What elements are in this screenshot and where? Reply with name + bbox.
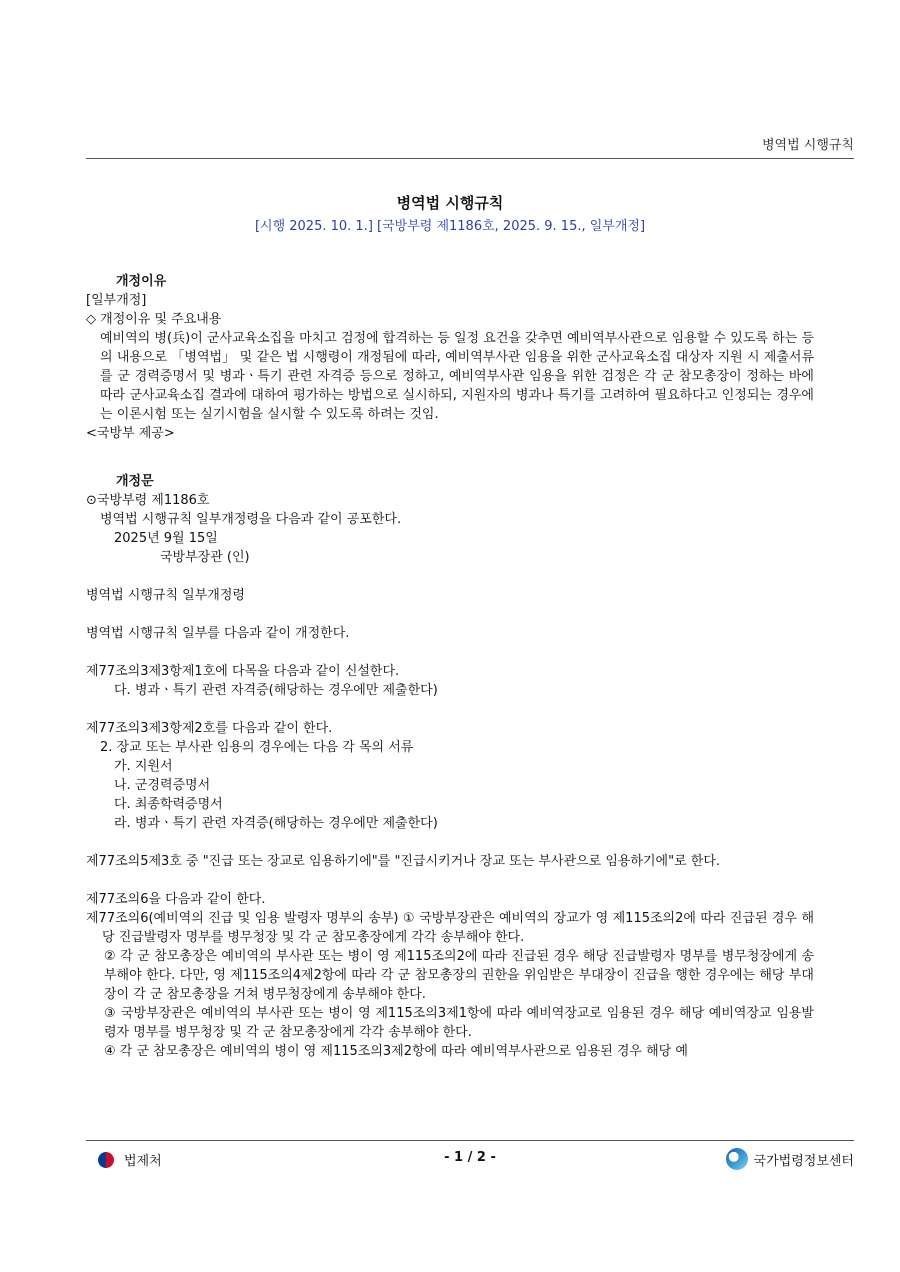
item2-sub: 라. 병과ㆍ특기 관련 자격증(해당하는 경우에만 제출한다) xyxy=(114,816,438,831)
promulgation-text: 병역법 시행규칙 일부개정령을 다음과 같이 공포한다. xyxy=(100,512,402,527)
amendment-heading: 개정문 xyxy=(116,474,154,489)
item4-paragraph-4: ④ 각 군 참모총장은 예비역의 병이 영 제115조의3제2항에 따라 예비역부사관으로 임용된 경우 해당 예 xyxy=(104,1044,688,1059)
document-body xyxy=(86,272,814,1061)
item4-heading: 제77조의6을 다음과 같이 한다. xyxy=(86,892,266,907)
item4-paragraph-3: ③ 국방부장관은 예비역의 부사관 또는 병이 영 제115조의3제1항에 따라 예비역장교로 임용된 경우 해당 예비역장교 임용발령자 명부를 병무청장 및 각 군 참모총장에게 각각 송부해야 한다. xyxy=(104,1006,814,1040)
header-divider xyxy=(86,158,854,159)
item1-heading: 제77조의3제3항제1호에 다목을 다음과 같이 신설한다. xyxy=(86,664,400,679)
amendment-intro: 병역법 시행규칙 일부를 다음과 같이 개정한다. xyxy=(86,626,350,641)
document-subtitle: [시행 2025. 10. 1.] [국방부령 제1186호, 2025. 9. 15., 일부개정] xyxy=(254,219,646,234)
reason-body: 예비역의 병(兵)이 군사교육소집을 마치고 검정에 합격하는 등 일정 요건을 갖추면 예비역부사관으로 임용할 수 있도록 하는 등의 내용으로 「병역법」 및 같은 법 시행령이 개정됨에 따라, 예비역부사관 임용을 위한 군사교육소집 대상자 지원 시 제출서류를 군 경력증명서 및 병과ㆍ특기 관련 자격증 등으로 정하고, 예비역부사관 임용을 위한 검정은 각 군 참모총장이 정하는 바에 따라 군사교육소집 결과에 대하여 평가하는 방법으로 실시하되, 지원자의 병과나 특기를 고려하여 필요하다고 인정되는 경우에는 이론시험 또는 실기시험을 실시할 수 있도록 하려는 것임. xyxy=(100,331,814,422)
page-number: - 1 / 2 - xyxy=(444,1150,496,1165)
footer-right xyxy=(726,1148,854,1170)
item2-line: 2. 장교 또는 부사관 임용의 경우에는 다음 각 목의 서류 xyxy=(100,740,414,755)
decree-number: ⊙국방부령 제1186호 xyxy=(86,493,210,508)
footer-source: 국가법령정보센터 xyxy=(753,1153,854,1169)
running-header-title: 병역법 시행규칙 xyxy=(761,138,854,153)
promulgation-date: 2025년 9월 15일 xyxy=(114,531,218,546)
document-title: 병역법 시행규칙 xyxy=(396,194,504,212)
reason-heading: 개정이유 xyxy=(116,274,167,289)
promulgation-signer: 국방부장관 (인) xyxy=(160,550,250,565)
item2-sub: 다. 최종학력증명서 xyxy=(114,797,223,812)
footer-publisher: 법제처 xyxy=(124,1154,162,1169)
reason-bullet: ◇ 개정이유 및 주요내용 xyxy=(86,312,222,327)
reason-type: [일부개정] xyxy=(86,293,147,308)
item2-sub: 나. 군경력증명서 xyxy=(114,778,211,793)
reason-source: <국방부 제공> xyxy=(86,426,175,441)
footer-divider xyxy=(86,1140,854,1141)
item4-paragraph-1: 제77조의6(예비역의 진급 및 임용 발령자 명부의 송부) ① 국방부장관은 예비역의 장교가 영 제115조의2에 따라 진급된 경우 해당 진급발령자 명부를 병무청장 및 각 군 참모총장에게 각각 송부해야 한다. xyxy=(86,911,814,945)
item1-line: 다. 병과ㆍ특기 관련 자격증(해당하는 경우에만 제출한다) xyxy=(114,683,438,698)
page-footer xyxy=(86,1146,854,1172)
item2-heading: 제77조의3제3항제2호를 다음과 같이 한다. xyxy=(86,721,333,736)
item2-sub: 가. 지원서 xyxy=(114,759,173,774)
item3-text: 제77조의5제3호 중 "진급 또는 장교로 임용하기에"를 "진급시키거나 장교 또는 부사관으로 임용하기에"로 한다. xyxy=(86,854,721,869)
amendment-title: 병역법 시행규칙 일부개정령 xyxy=(86,588,245,603)
item4-paragraph-2: ② 각 군 참모총장은 예비역의 부사관 또는 병이 영 제115조의2에 따라 진급된 경우 해당 진급발령자 명부를 병무청장에게 송부해야 한다. 다만, 영 제115조의4제2항에 따라 각 군 참모총장의 권한을 위임받은 부대장이 진급을 행한 경우에는 해당 부대장이 각 군 참모총장을 거쳐 병무청장에게 송부해야 한다. xyxy=(104,949,814,1002)
law-center-logo-icon xyxy=(726,1148,748,1170)
